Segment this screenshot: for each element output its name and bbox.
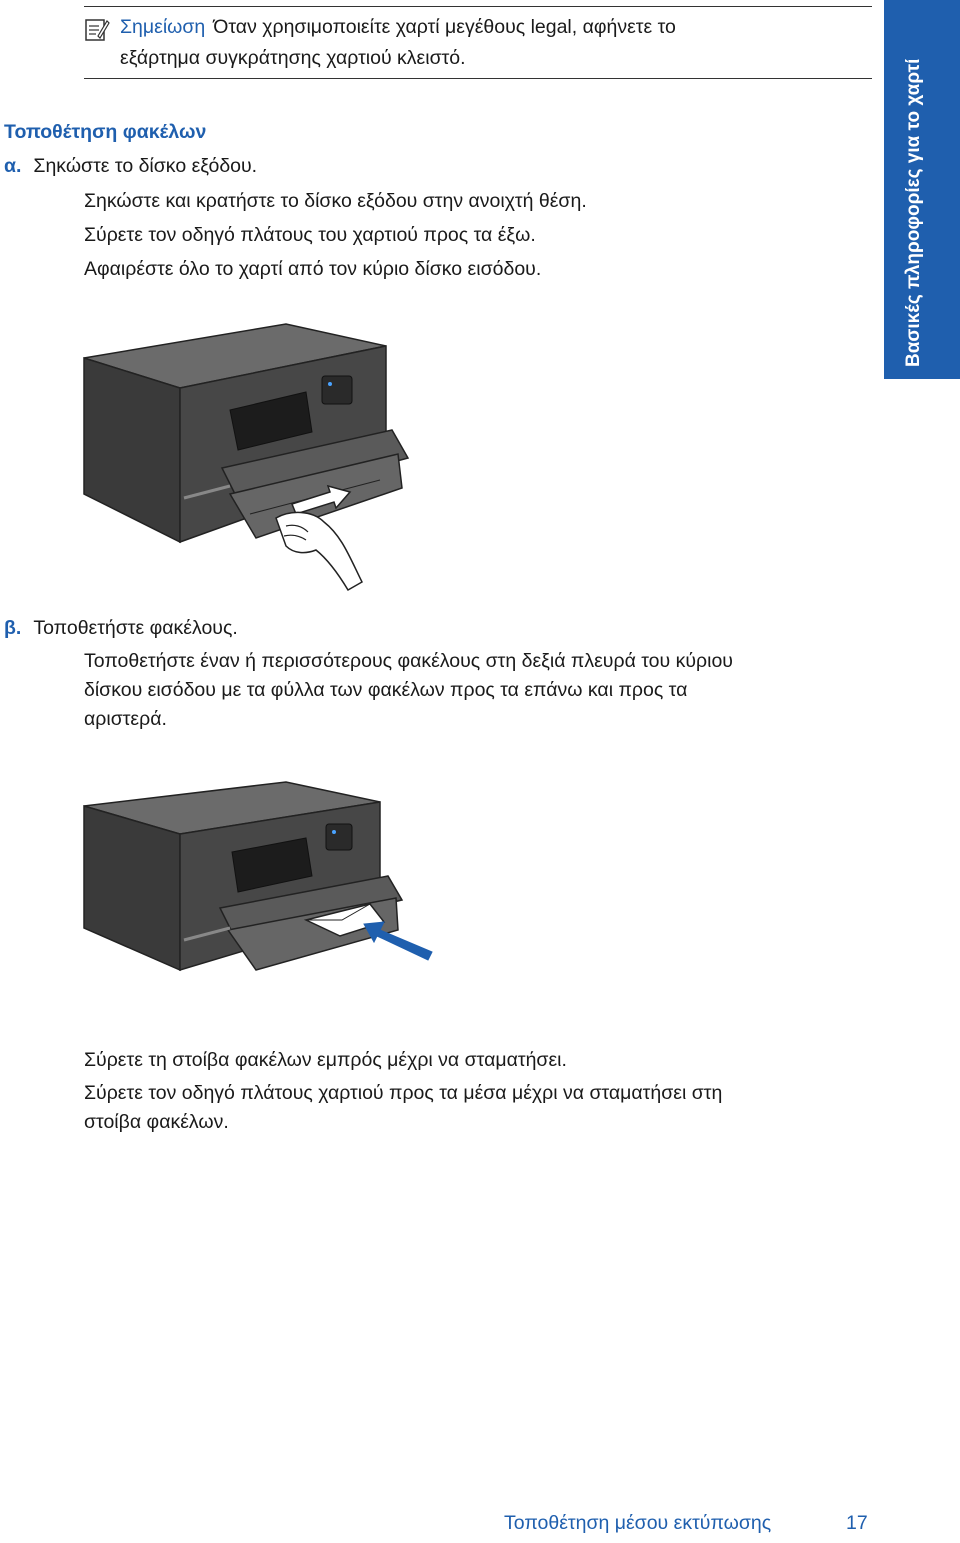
step-a-line-1: Σηκώστε και κρατήστε το δίσκο εξόδου στην ανοιχτή θέση. <box>84 190 587 212</box>
section-heading: Τοποθέτηση φακέλων <box>4 121 207 143</box>
note-label: Σημείωση <box>120 16 206 38</box>
step-b-letter: β. <box>4 617 22 639</box>
printer-illustration-guide-out <box>80 318 420 600</box>
step-a-line-2: Σύρετε τον οδηγό πλάτους του χαρτιού προς τα έξω. <box>84 224 536 246</box>
step-a-letter: α. <box>4 155 22 177</box>
note-line-2: εξάρτημα συγκράτησης χαρτιού κλειστό. <box>120 47 466 69</box>
note-pencil-icon <box>84 16 110 42</box>
step-b-line-1: Τοποθετήστε έναν ή περισσότερους φακέλους στη δεξιά πλευρά του κύριου <box>84 650 733 672</box>
printer-illustration-envelope-insert <box>80 780 440 990</box>
side-tab-text: Βασικές πληροφορίες για το χαρτί <box>903 58 924 367</box>
footer-title: Τοποθέτηση μέσου εκτύπωσης <box>504 1512 772 1534</box>
step-a-title-text: Σηκώστε το δίσκο εξόδου. <box>33 155 258 177</box>
step-b-title <box>4 613 238 643</box>
step-b-after-line-3: στοίβα φακέλων. <box>84 1111 229 1133</box>
note-bottom-rule <box>84 78 872 79</box>
note-line-1 <box>120 12 676 42</box>
step-b-line-2: δίσκου εισόδου με τα φύλλα των φακέλων προς τα επάνω και προς τα <box>84 679 688 701</box>
note-top-rule <box>84 6 872 7</box>
note-text-1: Όταν χρησιμοποιείτε χαρτί μεγέθους legal, αφήνετε το <box>213 16 676 38</box>
step-b-after-line-2: Σύρετε τον οδηγό πλάτους χαρτιού προς τα μέσα μέχρι να σταματήσει στη <box>84 1082 723 1104</box>
step-b-line-3: αριστερά. <box>84 708 167 730</box>
step-a-line-3: Αφαιρέστε όλο το χαρτί από τον κύριο δίσκο εισόδου. <box>84 258 542 280</box>
step-b-after-line-1: Σύρετε τη στοίβα φακέλων εμπρός μέχρι να σταματήσει. <box>84 1049 567 1071</box>
step-a-title <box>4 151 257 181</box>
page-number: 17 <box>846 1512 868 1534</box>
step-b-title-text: Τοποθετήστε φακέλους. <box>33 617 238 639</box>
